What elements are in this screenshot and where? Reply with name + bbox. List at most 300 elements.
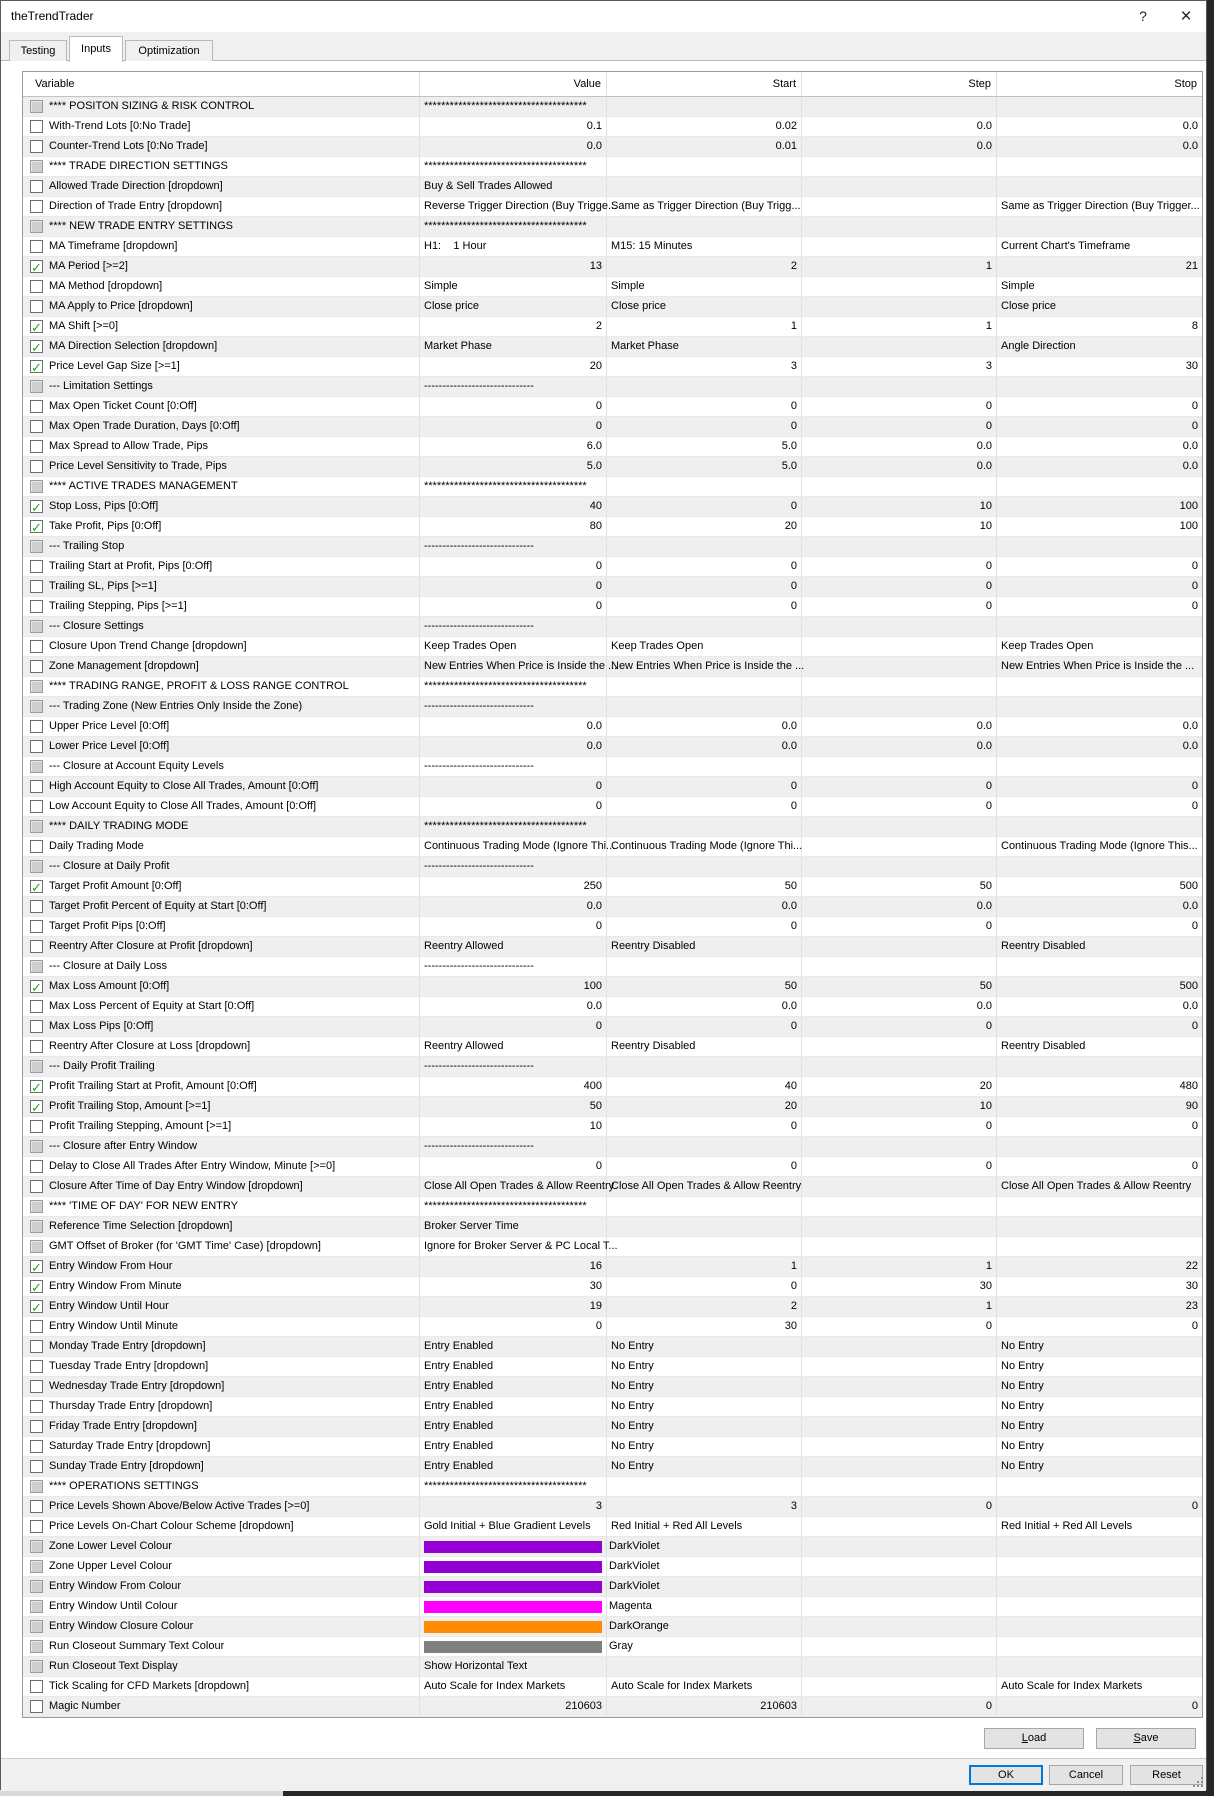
stop-cell[interactable]: [997, 1377, 1202, 1396]
step-cell[interactable]: [802, 1617, 997, 1636]
step-cell[interactable]: [802, 1557, 997, 1576]
table-row[interactable]: [23, 497, 1202, 517]
optimize-checkbox[interactable]: [30, 500, 43, 513]
start-cell[interactable]: [607, 1477, 802, 1496]
start-cell[interactable]: [607, 1117, 802, 1136]
stop-cell[interactable]: [997, 137, 1202, 156]
value-cell[interactable]: [420, 1237, 618, 1256]
step-cell[interactable]: [802, 177, 997, 196]
optimize-checkbox[interactable]: [30, 340, 43, 353]
value-cell[interactable]: [420, 1517, 607, 1536]
step-cell[interactable]: [802, 797, 997, 816]
start-cell[interactable]: [607, 1177, 802, 1196]
start-cell[interactable]: [607, 297, 802, 316]
start-cell[interactable]: [607, 1137, 802, 1156]
optimize-checkbox[interactable]: [30, 1020, 43, 1033]
stop-cell[interactable]: [997, 1537, 1202, 1556]
step-cell[interactable]: [802, 1097, 997, 1116]
step-cell[interactable]: [802, 1697, 997, 1716]
table-row[interactable]: [23, 197, 1202, 217]
value-cell[interactable]: [420, 1077, 607, 1096]
optimize-checkbox[interactable]: [30, 240, 43, 253]
step-cell[interactable]: [802, 1257, 997, 1276]
table-row[interactable]: [23, 1657, 1202, 1677]
value-cell[interactable]: [420, 1117, 607, 1136]
table-row[interactable]: [23, 917, 1202, 937]
step-cell[interactable]: [802, 1177, 997, 1196]
step-cell[interactable]: [802, 1217, 997, 1236]
value-cell[interactable]: [420, 957, 607, 976]
table-row[interactable]: [23, 1557, 1202, 1577]
start-cell[interactable]: [607, 1057, 802, 1076]
start-cell[interactable]: [607, 917, 802, 936]
start-cell[interactable]: [607, 357, 802, 376]
step-cell[interactable]: [802, 197, 997, 216]
step-cell[interactable]: [802, 1417, 997, 1436]
table-row[interactable]: [23, 1357, 1202, 1377]
stop-cell[interactable]: [997, 237, 1202, 256]
step-cell[interactable]: [802, 577, 997, 596]
start-cell[interactable]: [607, 1277, 802, 1296]
step-cell[interactable]: [802, 1457, 997, 1476]
stop-cell[interactable]: [997, 937, 1202, 956]
optimize-checkbox[interactable]: [30, 980, 43, 993]
value-cell[interactable]: [420, 257, 607, 276]
start-cell[interactable]: [607, 1397, 802, 1416]
stop-cell[interactable]: [997, 437, 1202, 456]
stop-cell[interactable]: [997, 397, 1202, 416]
value-cell[interactable]: [420, 1577, 660, 1596]
value-cell[interactable]: [420, 117, 607, 136]
value-cell[interactable]: [420, 457, 607, 476]
table-row[interactable]: [23, 997, 1202, 1017]
value-cell[interactable]: [420, 617, 607, 636]
stop-cell[interactable]: [997, 277, 1202, 296]
table-row[interactable]: [23, 397, 1202, 417]
value-cell[interactable]: [420, 497, 607, 516]
optimize-checkbox[interactable]: [30, 1300, 43, 1313]
value-cell[interactable]: [420, 377, 607, 396]
value-cell[interactable]: [420, 1157, 607, 1176]
table-row[interactable]: [23, 1537, 1202, 1557]
optimize-checkbox[interactable]: [30, 600, 43, 613]
table-row[interactable]: [23, 297, 1202, 317]
start-cell[interactable]: [607, 257, 802, 276]
optimize-checkbox[interactable]: [30, 320, 43, 333]
table-row[interactable]: [23, 777, 1202, 797]
stop-cell[interactable]: [997, 1637, 1202, 1656]
value-cell[interactable]: [420, 197, 618, 216]
optimize-checkbox[interactable]: [30, 1700, 43, 1713]
step-cell[interactable]: [802, 637, 997, 656]
start-cell[interactable]: [607, 1557, 802, 1576]
load-button[interactable]: [984, 1728, 1084, 1749]
start-cell[interactable]: [607, 617, 802, 636]
value-cell[interactable]: [420, 1597, 652, 1616]
start-cell[interactable]: [607, 737, 802, 756]
table-row[interactable]: [23, 277, 1202, 297]
step-cell[interactable]: [802, 1297, 997, 1316]
optimize-checkbox[interactable]: [30, 920, 43, 933]
table-row[interactable]: [23, 1017, 1202, 1037]
step-cell[interactable]: [802, 1117, 997, 1136]
stop-cell[interactable]: [997, 797, 1202, 816]
start-cell[interactable]: [607, 117, 802, 136]
stop-cell[interactable]: [997, 217, 1202, 236]
stop-cell[interactable]: [997, 297, 1202, 316]
table-row[interactable]: [23, 1397, 1202, 1417]
table-row[interactable]: [23, 937, 1202, 957]
stop-cell[interactable]: [997, 837, 1202, 856]
optimize-checkbox[interactable]: [30, 360, 43, 373]
stop-cell[interactable]: [997, 1197, 1202, 1216]
stop-cell[interactable]: [997, 1157, 1202, 1176]
table-row[interactable]: [23, 617, 1202, 637]
value-cell[interactable]: [420, 1317, 607, 1336]
start-cell[interactable]: [607, 157, 802, 176]
table-row[interactable]: [23, 1437, 1202, 1457]
stop-cell[interactable]: [997, 717, 1202, 736]
start-cell[interactable]: [607, 897, 802, 916]
optimize-checkbox[interactable]: [30, 880, 43, 893]
value-cell[interactable]: [420, 517, 607, 536]
stop-cell[interactable]: [997, 1017, 1202, 1036]
step-cell[interactable]: [802, 277, 997, 296]
start-cell[interactable]: [607, 817, 802, 836]
stop-cell[interactable]: [997, 357, 1202, 376]
step-cell[interactable]: [802, 317, 997, 336]
start-cell[interactable]: [607, 837, 802, 856]
start-cell[interactable]: [607, 1577, 802, 1596]
table-row[interactable]: [23, 657, 1202, 677]
stop-cell[interactable]: [997, 737, 1202, 756]
tab-inputs[interactable]: Inputs: [69, 36, 123, 62]
value-cell[interactable]: [420, 1337, 607, 1356]
value-cell[interactable]: [420, 1397, 607, 1416]
stop-cell[interactable]: [997, 957, 1202, 976]
value-cell[interactable]: [420, 797, 607, 816]
table-row[interactable]: [23, 1457, 1202, 1477]
table-row[interactable]: [23, 1337, 1202, 1357]
table-row[interactable]: [23, 137, 1202, 157]
step-cell[interactable]: [802, 397, 997, 416]
start-cell[interactable]: [607, 1617, 802, 1636]
optimize-checkbox[interactable]: [30, 1680, 43, 1693]
stop-cell[interactable]: [997, 1457, 1202, 1476]
value-cell[interactable]: [420, 637, 607, 656]
table-row[interactable]: [23, 1377, 1202, 1397]
step-cell[interactable]: [802, 1277, 997, 1296]
start-cell[interactable]: [607, 397, 802, 416]
value-cell[interactable]: [420, 1217, 607, 1236]
start-cell[interactable]: [607, 857, 802, 876]
step-cell[interactable]: [802, 897, 997, 916]
start-cell[interactable]: [607, 1657, 802, 1676]
stop-cell[interactable]: [997, 557, 1202, 576]
table-row[interactable]: [23, 1597, 1202, 1617]
start-cell[interactable]: [607, 217, 802, 236]
step-cell[interactable]: [802, 697, 997, 716]
stop-cell[interactable]: [997, 817, 1202, 836]
table-row[interactable]: [23, 1477, 1202, 1497]
optimize-checkbox[interactable]: [30, 120, 43, 133]
stop-cell[interactable]: [997, 657, 1202, 676]
optimize-checkbox[interactable]: [30, 800, 43, 813]
step-cell[interactable]: [802, 457, 997, 476]
value-cell[interactable]: [420, 817, 607, 836]
step-cell[interactable]: [802, 957, 997, 976]
step-cell[interactable]: [802, 997, 997, 1016]
stop-cell[interactable]: [997, 117, 1202, 136]
value-cell[interactable]: [420, 337, 607, 356]
start-cell[interactable]: [607, 757, 802, 776]
stop-cell[interactable]: [997, 1617, 1202, 1636]
stop-cell[interactable]: [997, 1317, 1202, 1336]
table-row[interactable]: [23, 157, 1202, 177]
value-cell[interactable]: [420, 897, 607, 916]
stop-cell[interactable]: [997, 1437, 1202, 1456]
start-cell[interactable]: [607, 697, 802, 716]
start-cell[interactable]: [607, 137, 802, 156]
table-row[interactable]: [23, 677, 1202, 697]
optimize-checkbox[interactable]: [30, 1260, 43, 1273]
start-cell[interactable]: [607, 597, 802, 616]
step-cell[interactable]: [802, 437, 997, 456]
optimize-checkbox[interactable]: [30, 1080, 43, 1093]
table-row[interactable]: [23, 877, 1202, 897]
table-row[interactable]: [23, 837, 1202, 857]
value-cell[interactable]: [420, 1697, 607, 1716]
table-row[interactable]: [23, 557, 1202, 577]
optimize-checkbox[interactable]: [30, 900, 43, 913]
start-cell[interactable]: [607, 997, 802, 1016]
step-cell[interactable]: [802, 777, 997, 796]
step-cell[interactable]: [802, 937, 997, 956]
step-cell[interactable]: [802, 1377, 997, 1396]
optimize-checkbox[interactable]: [30, 1100, 43, 1113]
stop-cell[interactable]: [997, 477, 1202, 496]
table-row[interactable]: [23, 1297, 1202, 1317]
value-cell[interactable]: [420, 1377, 607, 1396]
optimize-checkbox[interactable]: [30, 1040, 43, 1053]
start-cell[interactable]: [607, 1157, 802, 1176]
value-cell[interactable]: [420, 597, 607, 616]
optimize-checkbox[interactable]: [30, 1340, 43, 1353]
step-cell[interactable]: [802, 837, 997, 856]
value-cell[interactable]: [420, 997, 607, 1016]
table-row[interactable]: [23, 177, 1202, 197]
stop-cell[interactable]: [997, 977, 1202, 996]
start-cell[interactable]: [607, 937, 802, 956]
table-row[interactable]: [23, 577, 1202, 597]
stop-cell[interactable]: [997, 257, 1202, 276]
optimize-checkbox[interactable]: [30, 1400, 43, 1413]
save-button[interactable]: [1096, 1728, 1196, 1749]
stop-cell[interactable]: [997, 1297, 1202, 1316]
stop-cell[interactable]: [997, 757, 1202, 776]
stop-cell[interactable]: [997, 1497, 1202, 1516]
start-cell[interactable]: [607, 1677, 802, 1696]
optimize-checkbox[interactable]: [30, 640, 43, 653]
step-cell[interactable]: [802, 257, 997, 276]
table-row[interactable]: [23, 857, 1202, 877]
start-cell[interactable]: [607, 97, 802, 116]
start-cell[interactable]: [607, 1017, 802, 1036]
value-cell[interactable]: [420, 477, 607, 496]
start-cell[interactable]: [607, 1197, 802, 1216]
start-cell[interactable]: [607, 457, 802, 476]
optimize-checkbox[interactable]: [30, 1500, 43, 1513]
start-cell[interactable]: [607, 1077, 802, 1096]
optimize-checkbox[interactable]: [30, 740, 43, 753]
start-cell[interactable]: [607, 377, 802, 396]
stop-cell[interactable]: [997, 1077, 1202, 1096]
value-cell[interactable]: [420, 1277, 607, 1296]
value-cell[interactable]: [420, 857, 607, 876]
start-cell[interactable]: [607, 1517, 802, 1536]
step-cell[interactable]: [802, 1137, 997, 1156]
start-cell[interactable]: [607, 797, 802, 816]
step-cell[interactable]: [802, 1537, 997, 1556]
table-row[interactable]: [23, 1257, 1202, 1277]
value-cell[interactable]: [420, 1437, 607, 1456]
start-cell[interactable]: [607, 1537, 802, 1556]
start-cell[interactable]: [607, 1297, 802, 1316]
value-cell[interactable]: [420, 157, 607, 176]
tab-testing[interactable]: Testing: [9, 40, 67, 61]
stop-cell[interactable]: [997, 177, 1202, 196]
table-row[interactable]: [23, 697, 1202, 717]
stop-cell[interactable]: [997, 697, 1202, 716]
start-cell[interactable]: [607, 517, 802, 536]
table-row[interactable]: [23, 1057, 1202, 1077]
value-cell[interactable]: [420, 1477, 607, 1496]
stop-cell[interactable]: [997, 457, 1202, 476]
optimize-checkbox[interactable]: [30, 200, 43, 213]
value-cell[interactable]: [420, 1677, 607, 1696]
step-cell[interactable]: [802, 1657, 997, 1676]
stop-cell[interactable]: [997, 997, 1202, 1016]
optimize-checkbox[interactable]: [30, 720, 43, 733]
value-cell[interactable]: [420, 837, 616, 856]
start-cell[interactable]: [607, 197, 802, 216]
value-cell[interactable]: [420, 1637, 633, 1656]
step-cell[interactable]: [802, 757, 997, 776]
step-cell[interactable]: [802, 137, 997, 156]
step-cell[interactable]: [802, 917, 997, 936]
value-cell[interactable]: [420, 1417, 607, 1436]
step-cell[interactable]: [802, 737, 997, 756]
table-row[interactable]: [23, 897, 1202, 917]
stop-cell[interactable]: [997, 537, 1202, 556]
stop-cell[interactable]: [997, 1557, 1202, 1576]
stop-cell[interactable]: [997, 1417, 1202, 1436]
stop-cell[interactable]: [997, 577, 1202, 596]
step-cell[interactable]: [802, 677, 997, 696]
value-cell[interactable]: [420, 877, 607, 896]
table-row[interactable]: [23, 1277, 1202, 1297]
value-cell[interactable]: [420, 1057, 607, 1076]
step-cell[interactable]: [802, 517, 997, 536]
table-row[interactable]: [23, 1197, 1202, 1217]
step-cell[interactable]: [802, 1517, 997, 1536]
stop-cell[interactable]: [997, 1677, 1202, 1696]
stop-cell[interactable]: [997, 1357, 1202, 1376]
table-row[interactable]: [23, 1677, 1202, 1697]
start-cell[interactable]: [607, 497, 802, 516]
table-row[interactable]: [23, 237, 1202, 257]
step-cell[interactable]: [802, 237, 997, 256]
optimize-checkbox[interactable]: [30, 460, 43, 473]
start-cell[interactable]: [607, 537, 802, 556]
optimize-checkbox[interactable]: [30, 560, 43, 573]
table-row[interactable]: [23, 1137, 1202, 1157]
table-row[interactable]: [23, 1637, 1202, 1657]
stop-cell[interactable]: [997, 777, 1202, 796]
value-cell[interactable]: [420, 937, 607, 956]
stop-cell[interactable]: [997, 917, 1202, 936]
table-row[interactable]: [23, 377, 1202, 397]
step-cell[interactable]: [802, 217, 997, 236]
optimize-checkbox[interactable]: [30, 1520, 43, 1533]
step-cell[interactable]: [802, 717, 997, 736]
stop-cell[interactable]: [997, 637, 1202, 656]
stop-cell[interactable]: [997, 857, 1202, 876]
value-cell[interactable]: [420, 1457, 607, 1476]
optimize-checkbox[interactable]: [30, 1460, 43, 1473]
table-row[interactable]: [23, 1617, 1202, 1637]
step-cell[interactable]: [802, 1477, 997, 1496]
value-cell[interactable]: [420, 1017, 607, 1036]
value-cell[interactable]: [420, 557, 607, 576]
value-cell[interactable]: [420, 277, 607, 296]
table-row[interactable]: [23, 1117, 1202, 1137]
optimize-checkbox[interactable]: [30, 1440, 43, 1453]
start-cell[interactable]: [607, 337, 802, 356]
stop-cell[interactable]: [997, 1517, 1202, 1536]
close-icon[interactable]: ×: [1180, 6, 1192, 27]
ok-button[interactable]: OK: [969, 1765, 1043, 1785]
step-cell[interactable]: [802, 817, 997, 836]
value-cell[interactable]: [420, 1557, 660, 1576]
step-cell[interactable]: [802, 537, 997, 556]
value-cell[interactable]: [420, 357, 607, 376]
step-cell[interactable]: [802, 377, 997, 396]
value-cell[interactable]: [420, 917, 607, 936]
stop-cell[interactable]: [997, 1337, 1202, 1356]
value-cell[interactable]: [420, 1657, 607, 1676]
optimize-checkbox[interactable]: [30, 1280, 43, 1293]
start-cell[interactable]: [607, 1457, 802, 1476]
step-cell[interactable]: [802, 657, 997, 676]
optimize-checkbox[interactable]: [30, 280, 43, 293]
optimize-checkbox[interactable]: [30, 660, 43, 673]
cancel-button[interactable]: Cancel: [1049, 1765, 1123, 1785]
value-cell[interactable]: [420, 397, 607, 416]
optimize-checkbox[interactable]: [30, 780, 43, 793]
start-cell[interactable]: [607, 1497, 802, 1516]
stop-cell[interactable]: [997, 317, 1202, 336]
stop-cell[interactable]: [997, 1237, 1202, 1256]
start-cell[interactable]: [607, 657, 805, 676]
optimize-checkbox[interactable]: [30, 300, 43, 313]
stop-cell[interactable]: [997, 417, 1202, 436]
optimize-checkbox[interactable]: [30, 440, 43, 453]
value-cell[interactable]: [420, 1037, 607, 1056]
value-cell[interactable]: [420, 657, 618, 676]
table-row[interactable]: [23, 1097, 1202, 1117]
step-cell[interactable]: [802, 1437, 997, 1456]
